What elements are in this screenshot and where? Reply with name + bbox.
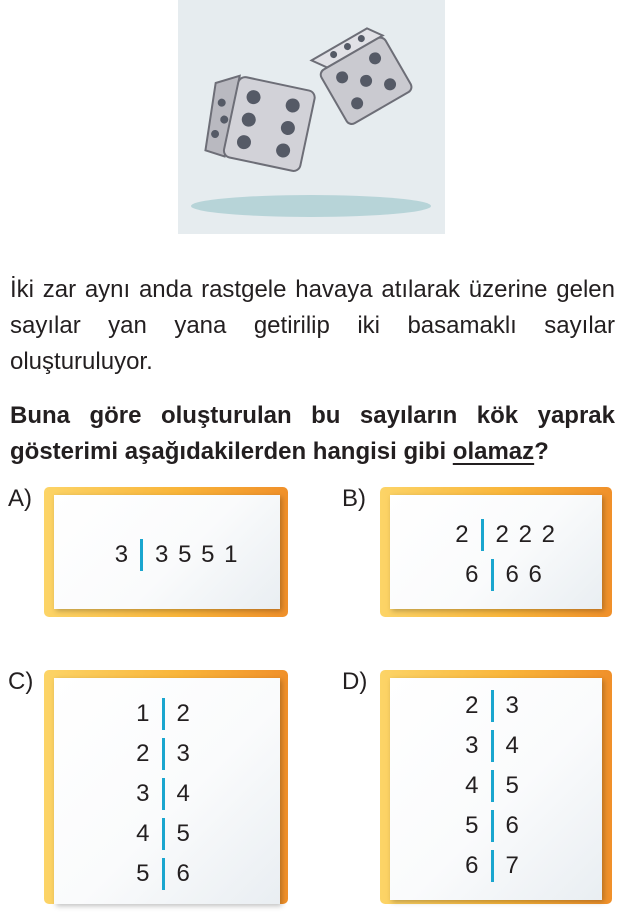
stem-value: 5 xyxy=(465,812,479,839)
leaf-values: 5 xyxy=(176,820,191,847)
plot-row xyxy=(54,854,280,894)
leaf-values: 5 xyxy=(505,772,520,799)
prompt-emphasis: olamaz xyxy=(452,438,535,465)
card-panel xyxy=(54,495,280,609)
leaf-values: 6 xyxy=(176,860,191,887)
option-c-label[interactable]: C) xyxy=(8,668,34,695)
option-d-label[interactable]: D) xyxy=(342,668,368,695)
prompt-main: Buna göre oluşturulan bu sayıların kök yaprak gösterimi aşağıdakilerden hangisi gibi xyxy=(10,402,615,465)
stem-value: 2 xyxy=(455,521,469,548)
option-b-card[interactable] xyxy=(380,487,612,617)
plot-row xyxy=(54,694,280,734)
stem-value: 6 xyxy=(465,561,479,588)
leaf-values: 6 xyxy=(505,812,520,839)
stem-value: 5 xyxy=(136,860,150,887)
plot-row xyxy=(390,686,602,726)
plot-row xyxy=(390,806,602,846)
leaf-values: 6 6 xyxy=(505,561,543,588)
stem-leaf-plot-c xyxy=(54,694,280,894)
dice-pair-icon xyxy=(178,0,445,234)
stem-value: 4 xyxy=(465,772,479,799)
leaf-values: 4 xyxy=(505,732,520,759)
option-a-label[interactable]: A) xyxy=(8,485,32,512)
plot-row xyxy=(390,766,602,806)
plot-row xyxy=(390,555,602,595)
leaf-values: 3 xyxy=(505,692,520,719)
option-b-label[interactable]: B) xyxy=(342,485,366,512)
card-panel xyxy=(390,678,602,900)
stem-value: 1 xyxy=(136,700,150,727)
stem-leaf-plot-a xyxy=(54,535,280,575)
stem-value: 3 xyxy=(114,541,129,568)
question-text: İki zar aynı anda rastgele havaya atılarak üzerine gelen sayılar yan yana getirilip iki basamaklı sayılar oluşturuluyor. xyxy=(10,276,615,375)
stem-value: 4 xyxy=(136,820,150,847)
stem-value: 3 xyxy=(465,732,479,759)
leaf-values: 3 xyxy=(176,740,191,767)
option-d-card[interactable] xyxy=(380,670,612,904)
leaf-values: 3 5 5 1 xyxy=(155,541,238,568)
leaf-values: 4 xyxy=(176,780,191,807)
plot-row xyxy=(390,515,602,555)
leaf-values: 7 xyxy=(505,852,520,879)
question-prompt xyxy=(10,398,615,470)
stem-value: 2 xyxy=(465,692,479,719)
card-panel xyxy=(390,495,602,609)
plot-row xyxy=(54,734,280,774)
stem-leaf-plot-d xyxy=(390,686,602,886)
plot-row xyxy=(54,535,280,575)
option-c-card[interactable] xyxy=(44,670,288,904)
option-a-card[interactable] xyxy=(44,487,288,617)
dice-illustration xyxy=(178,0,445,234)
plot-row xyxy=(54,774,280,814)
plot-row xyxy=(54,814,280,854)
leaf-values: 2 xyxy=(176,700,191,727)
stem-value: 2 xyxy=(136,740,150,767)
prompt-end: ? xyxy=(534,438,549,465)
stem-value: 6 xyxy=(465,852,479,879)
stem-value: 3 xyxy=(136,780,150,807)
card-panel xyxy=(54,678,280,904)
stem-leaf-plot-b xyxy=(390,515,602,595)
plot-row xyxy=(390,846,602,886)
plot-row xyxy=(390,726,602,766)
leaf-values: 2 2 2 xyxy=(495,521,556,548)
